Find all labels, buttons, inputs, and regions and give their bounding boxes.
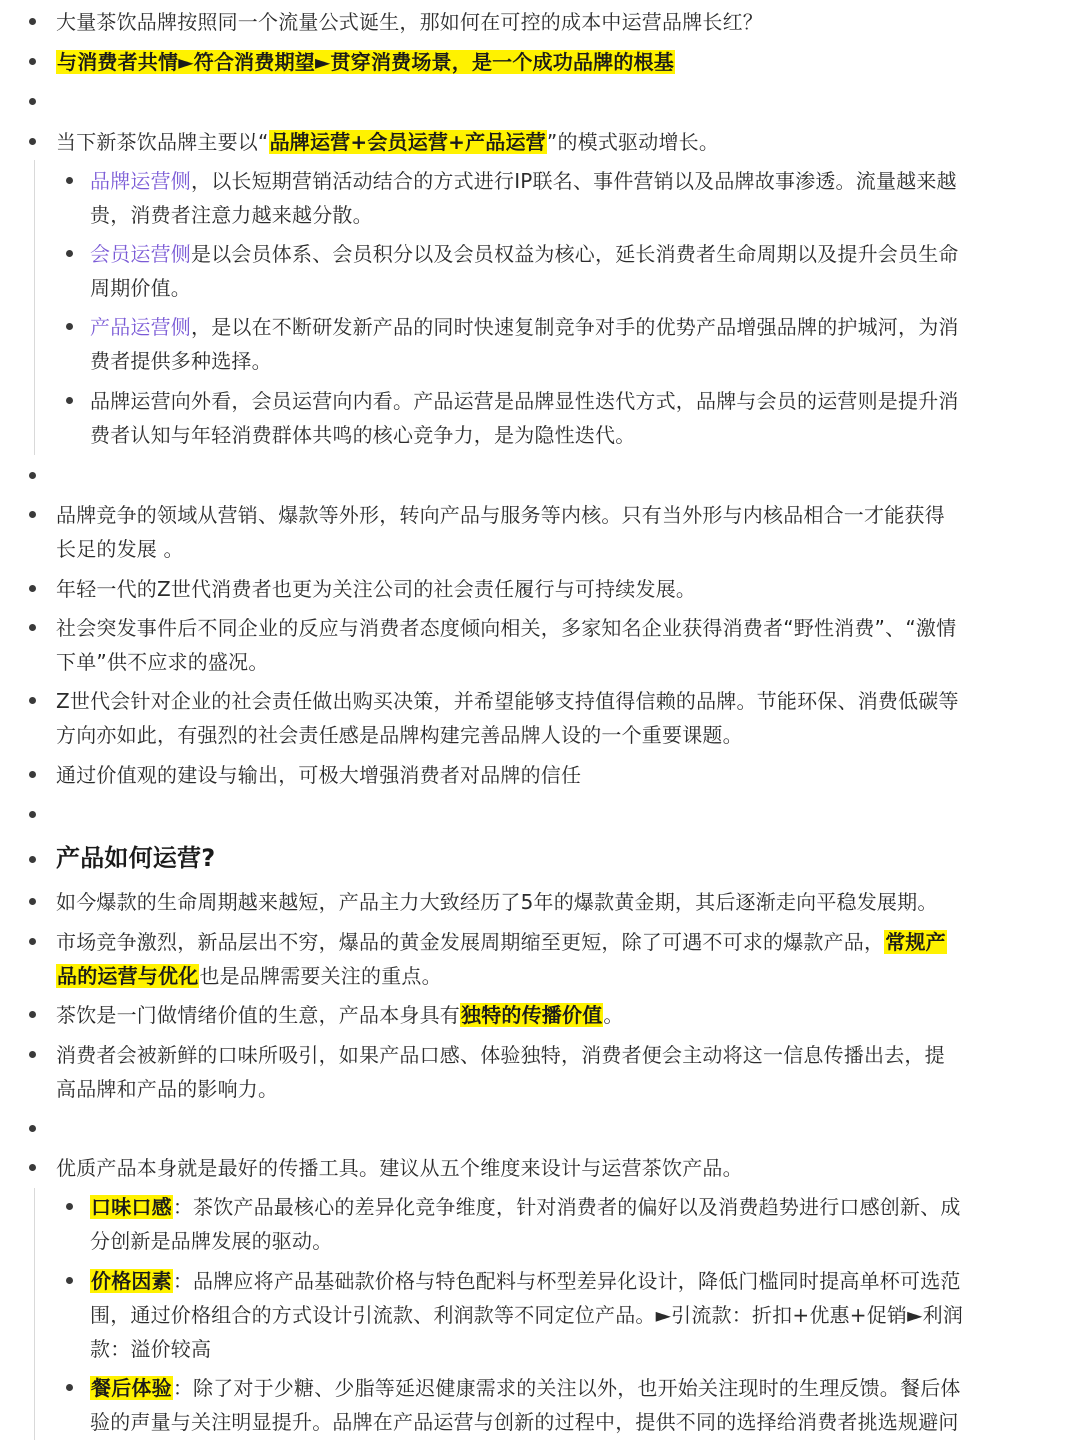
bullet — [29, 1164, 36, 1171]
bullet — [29, 138, 36, 145]
list-item — [56, 125, 719, 159]
text: ：茶饮产品最核心的差异化竞争维度，针对消费者的偏好以及消费趋势进行口感创新、成 — [172, 1195, 961, 1219]
list-item — [56, 925, 947, 959]
text: ：除了对于少糖、少脂等延迟健康需求的关注以外，也开始关注现时的生理反馈。餐后体 — [172, 1376, 961, 1400]
sub-list-item — [90, 1371, 961, 1405]
sub-list-item — [90, 237, 959, 271]
bullet — [66, 250, 73, 257]
bullet — [29, 1051, 36, 1058]
sub-list-item-line: 费者认知与年轻消费群体共鸣的核心竞争力，是为隐性迭代。 — [90, 423, 636, 447]
highlight: 独特的传播价值 — [461, 1003, 603, 1027]
sub-list-item-line: 围，通过价格组合的方式设计引流款、利润款等不同定位产品。►引流款：折扣+优惠+促销►利润 — [90, 1303, 964, 1327]
list-item: Z世代会针对企业的社会责任做出购买决策，并希望能够支持值得信赖的品牌。节能环保、消费低碳等 — [56, 689, 959, 713]
highlight: 品的运营与优化 — [57, 964, 199, 988]
list-item: 社会突发事件后不同企业的反应与消费者态度倾向相关，多家知名企业获得消费者“野性消费”、“激情 — [56, 616, 957, 640]
text: 市场竞争激烈，新品层出不穷，爆品的黄金发展周期缩至更短，除了可遇不可求的爆款产品， — [56, 930, 885, 954]
list-item: 年轻一代的Z世代消费者也更为关注公司的社会责任履行与可持续发展。 — [56, 577, 697, 601]
nested-list-guide — [34, 160, 35, 455]
highlight: 价格因素 — [91, 1269, 172, 1293]
list-item: 通过价值观的建设与输出，可极大增强消费者对品牌的信任 — [56, 763, 582, 787]
bullet — [29, 811, 36, 818]
accent-text: 品牌运营侧 — [90, 169, 191, 193]
bullet — [29, 771, 36, 778]
sub-list-item-line: 分创新是品牌发展的驱动。 — [90, 1229, 333, 1253]
bullet — [29, 856, 36, 863]
bullet — [29, 1011, 36, 1018]
sub-list-item — [90, 1264, 961, 1298]
text: 是以会员体系、会员积分以及会员权益为核心，延长消费者生命周期以及提升会员生命 — [191, 242, 959, 266]
bullet — [66, 177, 73, 184]
list-item: 优质产品本身就是最好的传播工具。建议从五个维度来设计与运营茶饮产品。 — [56, 1156, 743, 1180]
bullet — [66, 1277, 73, 1284]
bullet — [66, 1384, 73, 1391]
list-item: 大量茶饮品牌按照同一个流量公式诞生，那如何在可控的成本中运营品牌长红？ — [56, 10, 763, 34]
highlight: 餐后体验 — [91, 1376, 172, 1400]
text: 茶饮是一门做情绪价值的生意，产品本身具有 — [56, 1003, 460, 1027]
nested-list-guide — [34, 1188, 35, 1440]
list-item — [56, 998, 624, 1032]
sub-list-item-line: 周期价值。 — [90, 276, 191, 300]
highlight: 口味口感 — [91, 1195, 172, 1219]
list-item-line: 高品牌和产品的影响力。 — [56, 1077, 279, 1101]
text: ”的模式驱动增长。 — [546, 130, 720, 154]
bullet — [29, 472, 36, 479]
sub-list-item — [90, 164, 957, 198]
text: 。 — [603, 1003, 624, 1027]
list-item: 如今爆款的生命周期越来越短，产品主力大致经历了5年的爆款黄金期，其后逐渐走向平稳发展期。 — [56, 890, 938, 914]
list-item-line: 下单”供不应求的盛况。 — [56, 650, 269, 674]
sub-list-item-line: 验的声量与关注明显提升。品牌在产品运营与创新的过程中，提供不同的选择给消费者挑选规避问 — [90, 1410, 959, 1434]
bullet — [66, 397, 73, 404]
text: ，是以在不断研发新产品的同时快速复制竞争对手的优势产品增强品牌的护城河，为消 — [191, 315, 959, 339]
text: ，以长短期营销活动结合的方式进行IP联名、事件营销以及品牌故事渗透。流量越来越 — [191, 169, 957, 193]
bullet — [29, 1125, 36, 1132]
accent-text: 会员运营侧 — [90, 242, 191, 266]
section-heading: 产品如何运营? — [56, 844, 216, 872]
bullet — [29, 98, 36, 105]
text: 也是品牌需要关注的重点。 — [199, 964, 442, 988]
text: 当下新茶饮品牌主要以“ — [56, 130, 269, 154]
bullet — [29, 938, 36, 945]
bullet — [66, 1203, 73, 1210]
bullet — [29, 511, 36, 518]
list-item — [56, 45, 675, 79]
sub-list-item-line: 贵，消费者注意力越来越分散。 — [90, 203, 373, 227]
list-item: 品牌竞争的领域从营销、爆款等外形，转向产品与服务等内核。只有当外形与内核品相合一才能获得 — [56, 503, 945, 527]
bullet — [29, 585, 36, 592]
list-item-line: 长足的发展 。 — [56, 537, 184, 561]
bullet — [29, 58, 36, 65]
bullet — [29, 18, 36, 25]
list-item-line — [56, 959, 442, 993]
highlight: 与消费者共情►符合消费期望►贯穿消费场景，是一个成功品牌的根基 — [57, 50, 674, 74]
bullet — [29, 898, 36, 905]
bullet — [29, 624, 36, 631]
sub-list-item: 品牌运营向外看，会员运营向内看。产品运营是品牌显性迭代方式，品牌与会员的运营则是提升消 — [90, 389, 959, 413]
sub-list-item — [90, 310, 959, 344]
sub-list-item-line: 费者提供多种选择。 — [90, 349, 272, 373]
accent-text: 产品运营侧 — [90, 315, 191, 339]
sub-list-item-line: 款：溢价较高 — [90, 1337, 212, 1361]
bullet — [29, 697, 36, 704]
highlight: 品牌运营+会员运营+产品运营 — [269, 130, 546, 154]
list-item: 消费者会被新鲜的口味所吸引，如果产品口感、体验独特，消费者便会主动将这一信息传播出去，提 — [56, 1043, 945, 1067]
text: ：品牌应将产品基础款价格与特色配料与杯型差异化设计，降低门槛同时提高单杯可选范 — [172, 1269, 961, 1293]
highlight: 常规产 — [885, 930, 946, 954]
bullet — [66, 323, 73, 330]
list-item-line: 方向亦如此，有强烈的社会责任感是品牌构建完善品牌人设的一个重要课题。 — [56, 723, 743, 747]
sub-list-item — [90, 1190, 961, 1224]
